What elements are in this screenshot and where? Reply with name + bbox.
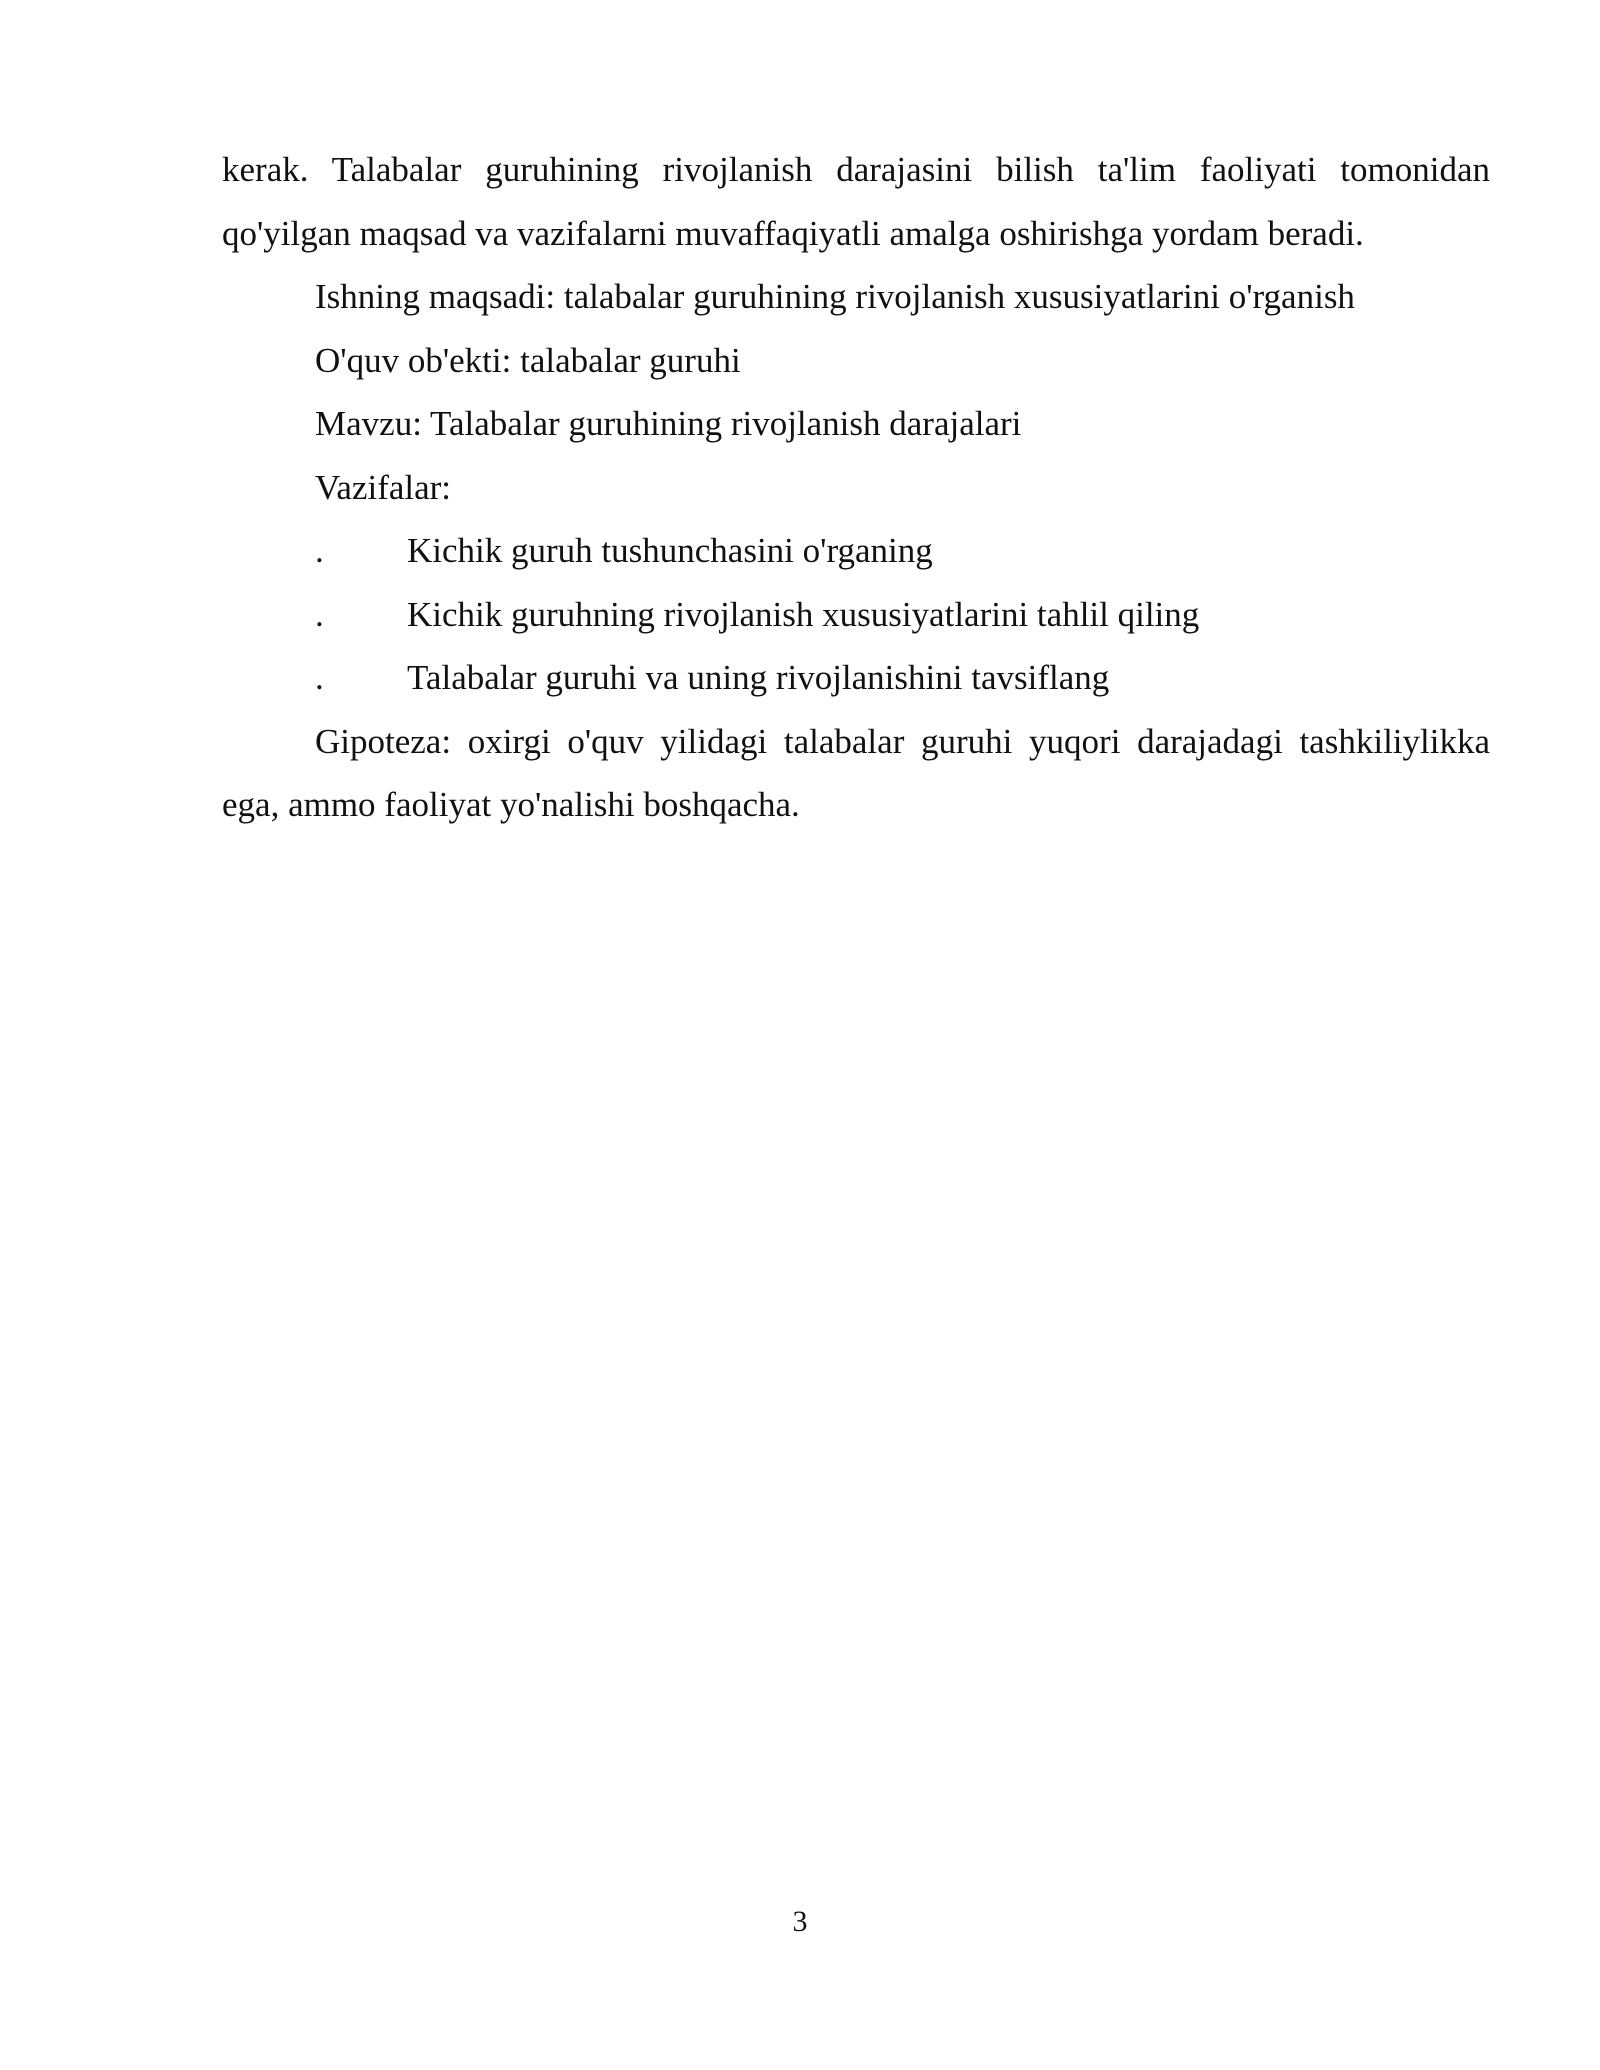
list-bullet: . [315,594,324,634]
hypothesis-paragraph: Gipoteza: oxirgi o'quv yilidagi talabalar guruhi yuqori darajadagi tashkiliylikka ega, ammo faoliyat yo'nalishi boshqacha. [222,721,1490,824]
page-body [222,138,1490,837]
list-bullet: . [315,658,324,697]
topic-line: Mavzu: Talabalar guruhining rivojlanish darajalari [315,404,1022,443]
tasks-heading: Vazifalar: [315,467,452,507]
task-list-item [222,583,1490,647]
list-bullet: . [315,531,324,570]
object-line: O'quv ob'ekti: talabalar guruhi [315,340,741,380]
task-list-item [222,646,1490,710]
page-number: 3 [792,1905,808,1938]
task-text: Talabalar guruhi va uning rivojlanishini tavsiflang [407,658,1110,697]
paragraph-continued: kerak. Talabalar guruhining rivojlanish darajasini bilish ta'lim faoliyati tomonidan qo'yilgan maqsad va vazifalarni muvaffaqiyatli amalga oshirishga yordam beradi. [222,150,1490,253]
task-text: Kichik guruhning rivojlanish xususiyatlarini tahlil qiling [407,594,1200,634]
task-text: Kichik guruh tushunchasini o'rganing [407,531,933,570]
task-list-item [222,519,1490,583]
goal-line: Ishning maqsadi: talabalar guruhining rivojlanish xususiyatlarini o'rganish [315,277,1355,316]
